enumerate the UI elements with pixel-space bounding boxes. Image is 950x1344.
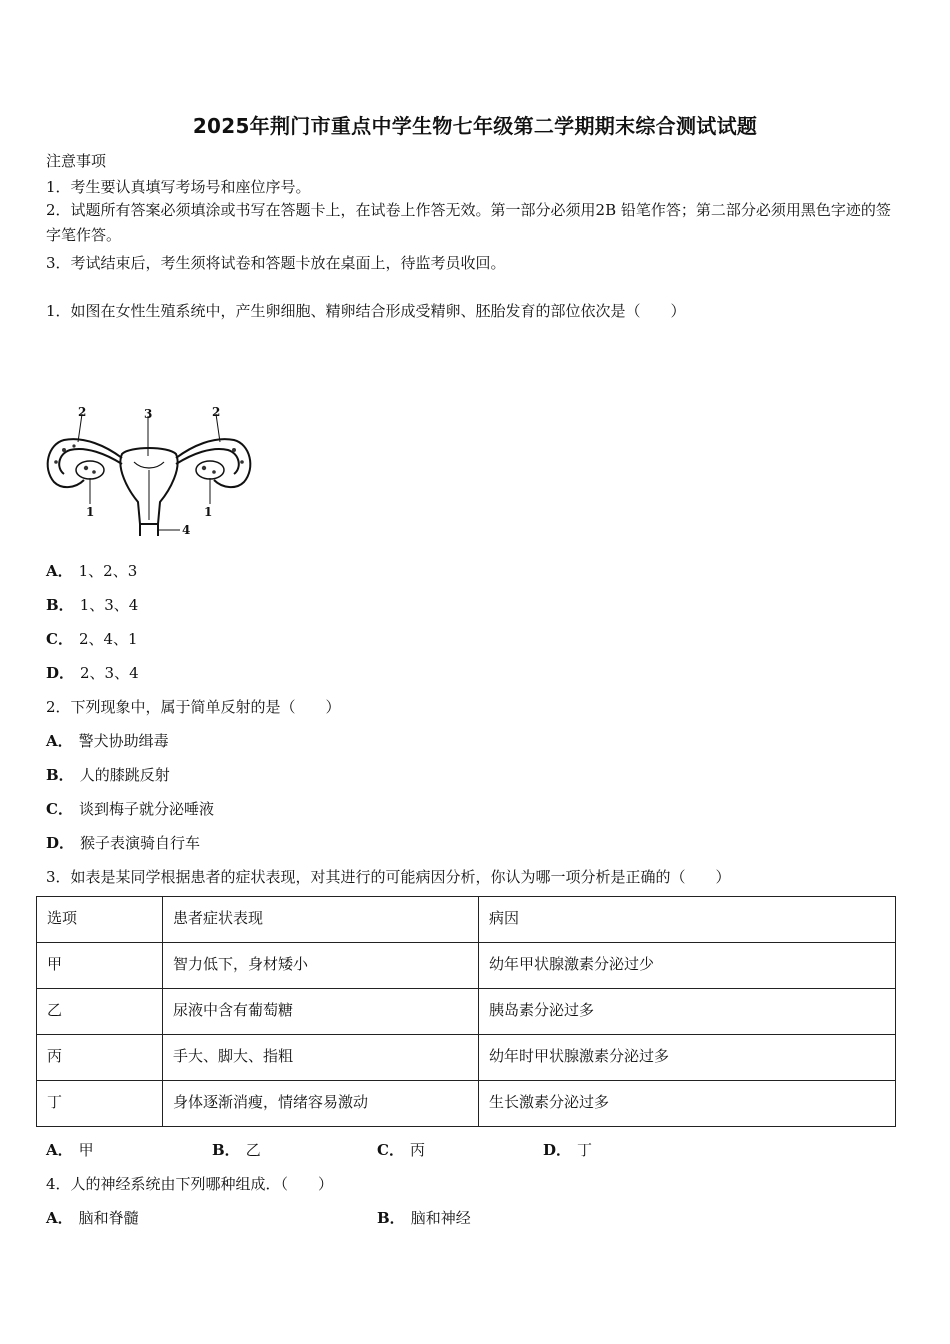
table-header-cell: 病因 xyxy=(479,897,896,943)
q1-option-c xyxy=(46,628,138,649)
table-cell: 甲 xyxy=(37,943,163,989)
table-cell: 丁 xyxy=(37,1081,163,1127)
option-text: 乙 xyxy=(245,1141,261,1159)
q3-option-c xyxy=(377,1139,425,1160)
label-2-right: 2 xyxy=(212,406,221,419)
page-title: 2025年荆门市重点中学生物七年级第二学期期末综合测试试题 xyxy=(192,114,758,138)
table-cell: 幼年甲状腺激素分泌过少 xyxy=(479,943,896,989)
q2-option-a xyxy=(46,730,169,751)
label-3: 3 xyxy=(144,407,153,421)
q3-stem: 3．如表是某同学根据患者的症状表现，对其进行的可能病因分析，你认为哪一项分析是正确的（ ） xyxy=(46,868,731,886)
table-cell: 丙 xyxy=(37,1035,163,1081)
table-cell: 智力低下，身材矮小 xyxy=(163,943,479,989)
notice-item-2: 2．试题所有答案必须填涂或书写在答题卡上，在试卷上作答无效。第一部分必须用2B 铅笔作答；第二部分必须用黑色字迹的签字笔作答。 xyxy=(46,201,891,244)
left-ovary xyxy=(76,461,104,479)
table-cell: 幼年时甲状腺激素分泌过多 xyxy=(479,1035,896,1081)
option-text: 脑和神经 xyxy=(410,1209,471,1227)
notice-heading: 注意事项 xyxy=(46,152,107,170)
q1-option-b xyxy=(46,594,138,615)
q4-option-a xyxy=(46,1207,139,1228)
q3-option-a xyxy=(46,1139,94,1160)
option-text: 1、3、4 xyxy=(79,596,139,614)
q1-stem: 1．如图在女性生殖系统中，产生卵细胞、精卵结合形成受精卵、胚胎发育的部位依次是（ ） xyxy=(46,302,686,320)
q1-option-a xyxy=(46,560,137,581)
option-text: 人的膝跳反射 xyxy=(79,766,170,784)
label-2-left: 2 xyxy=(78,406,87,419)
option-text: 谈到梅子就分泌唾液 xyxy=(78,800,214,818)
option-text: 猴子表演骑自行车 xyxy=(80,834,201,852)
option-letter: D． xyxy=(46,834,75,852)
table-cell: 胰岛素分泌过多 xyxy=(479,989,896,1035)
option-letter: A． xyxy=(46,562,73,580)
option-text: 警犬协助缉毒 xyxy=(78,732,169,750)
vagina xyxy=(140,524,158,536)
option-text: 丙 xyxy=(409,1141,425,1159)
option-letter: A． xyxy=(46,1209,73,1227)
table-row xyxy=(37,943,896,989)
option-letter: A． xyxy=(46,1141,73,1159)
q2-stem: 2．下列现象中，属于简单反射的是（ ） xyxy=(46,698,341,716)
table-header-cell: 选项 xyxy=(37,897,163,943)
option-letter: C． xyxy=(46,630,73,648)
q2-option-b xyxy=(46,764,170,785)
option-text: 2、4、1 xyxy=(78,630,138,648)
q4-stem: 4．人的神经系统由下列哪种组成．（ ） xyxy=(46,1175,334,1193)
table-cell: 乙 xyxy=(37,989,163,1035)
table-row xyxy=(37,1035,896,1081)
option-letter: C． xyxy=(377,1141,404,1159)
q2-option-c xyxy=(46,798,214,819)
option-text: 2、3、4 xyxy=(80,664,139,682)
q3-option-b xyxy=(212,1139,261,1160)
table-row xyxy=(37,1081,896,1127)
option-letter: B． xyxy=(377,1209,405,1227)
option-text: 脑和脊髓 xyxy=(78,1209,139,1227)
table-header-cell: 患者症状表现 xyxy=(163,897,479,943)
label-1-right: 1 xyxy=(204,505,213,519)
option-text: 丁 xyxy=(577,1141,593,1159)
label-1-left: 1 xyxy=(86,505,95,519)
option-letter: C． xyxy=(46,800,73,818)
table-header-row xyxy=(37,897,896,943)
option-text: 甲 xyxy=(78,1141,94,1159)
notice-item-3: 3．考试结束后，考生须将试卷和答题卡放在桌面上，待监考员收回。 xyxy=(46,254,506,272)
option-letter: B． xyxy=(46,766,74,784)
notice-item-1: 1．考生要认真填写考场号和座位序号。 xyxy=(46,178,311,196)
label-4: 4 xyxy=(182,523,191,537)
right-ovary xyxy=(196,461,224,479)
option-text: 1、2、3 xyxy=(78,562,138,580)
option-letter: D． xyxy=(46,664,75,682)
symptom-table xyxy=(36,896,896,1127)
table-cell: 生长激素分泌过多 xyxy=(479,1081,896,1127)
table-row xyxy=(37,989,896,1035)
option-letter: D． xyxy=(543,1141,572,1159)
option-letter: B． xyxy=(212,1141,240,1159)
option-letter: A． xyxy=(46,732,73,750)
option-letter: B． xyxy=(46,596,74,614)
table-cell: 手大、脚大、指粗 xyxy=(163,1035,479,1081)
q1-option-d xyxy=(46,662,139,683)
q3-option-d xyxy=(543,1139,592,1160)
uterus-diagram xyxy=(44,406,254,540)
table-cell: 尿液中含有葡萄糖 xyxy=(163,989,479,1035)
q4-option-b xyxy=(377,1207,471,1228)
q2-option-d xyxy=(46,832,200,853)
table-cell: 身体逐渐消瘦，情绪容易激动 xyxy=(163,1081,479,1127)
